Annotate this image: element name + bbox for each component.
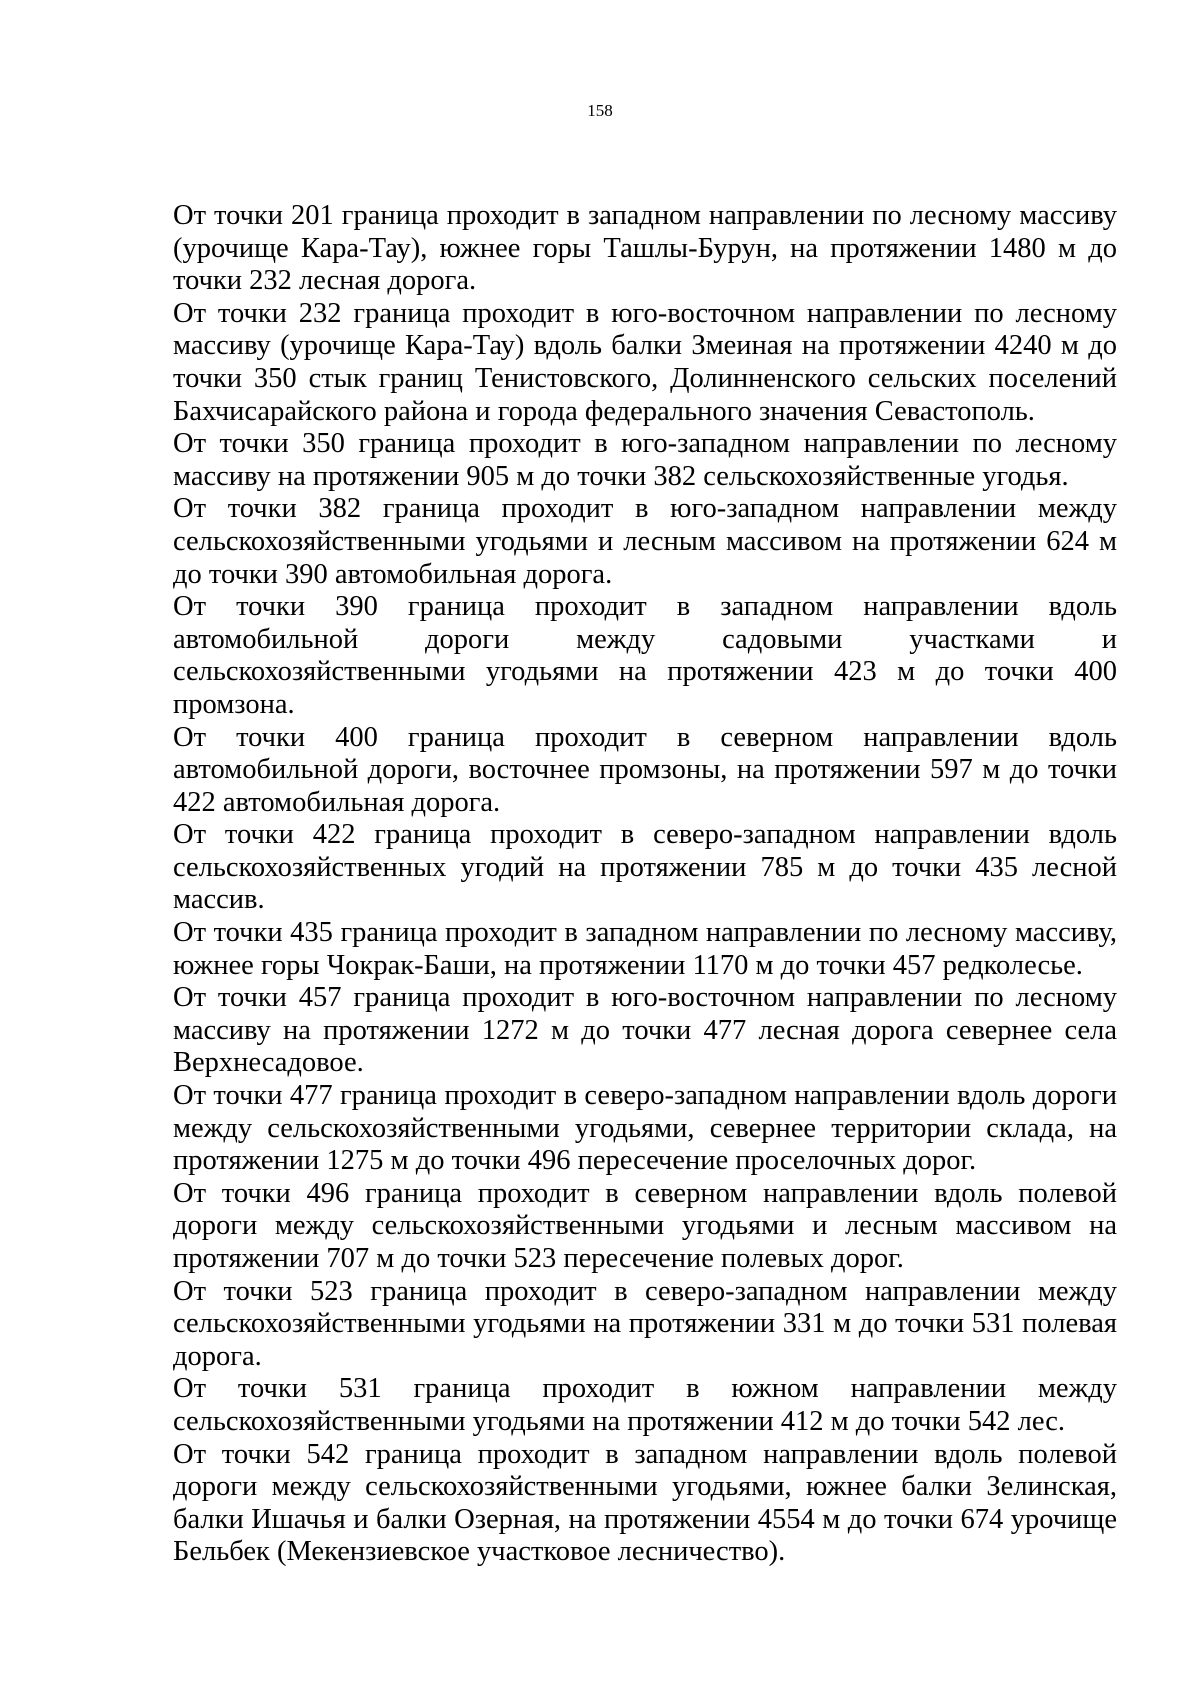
- document-body: [173, 200, 1117, 1569]
- boundary-paragraph: От точки 435 граница проходит в западном направлении по лесному массиву, южнее горы Чокрак-Баши, на протяжении 1170 м до точки 457 редколесье.: [173, 917, 1117, 981]
- boundary-paragraph: От точки 422 граница проходит в северо-западном направлении вдоль сельскохозяйственных угодий на протяжении 785 м до точки 435 лесной массив.: [173, 819, 1117, 916]
- boundary-paragraph: От точки 531 граница проходит в южном направлении между сельскохозяйственными угодьями на протяжении 412 м до точки 542 лес.: [173, 1373, 1117, 1437]
- boundary-paragraph: От точки 477 граница проходит в северо-западном направлении вдоль дороги между сельскохозяйственными угодьями, севернее территории склада, на протяжении 1275 м до точки 496 пересечение проселочных дорог.: [173, 1080, 1117, 1177]
- page-number: 158: [587, 101, 613, 120]
- boundary-paragraph: От точки 496 граница проходит в северном направлении вдоль полевой дороги между сельскохозяйственными угодьями и лесным массивом на протяжении 707 м до точки 523 пересечение полевых дорог.: [173, 1177, 1117, 1274]
- boundary-paragraph: От точки 523 граница проходит в северо-западном направлении между сельскохозяйственными угодьями на протяжении 331 м до точки 531 полевая дорога.: [173, 1275, 1117, 1372]
- boundary-paragraph: От точки 400 граница проходит в северном направлении вдоль автомобильной дороги, восточнее промзоны, на протяжении 597 м до точки 422 автомобильная дорога.: [173, 721, 1117, 818]
- boundary-paragraph: От точки 382 граница проходит в юго-западном направлении между сельскохозяйственными угодьями и лесным массивом на протяжении 624 м до точки 390 автомобильная дорога.: [173, 493, 1117, 590]
- boundary-paragraph: От точки 457 граница проходит в юго-восточном направлении по лесному массиву на протяжении 1272 м до точки 477 лесная дорога севернее села Верхнесадовое.: [173, 982, 1117, 1079]
- boundary-paragraph: От точки 350 граница проходит в юго-западном направлении по лесному массиву на протяжении 905 м до точки 382 сельскохозяйственные угодья.: [173, 428, 1117, 492]
- boundary-paragraph: От точки 201 граница проходит в западном направлении по лесному массиву (урочище Кара-Тау), южнее горы Ташлы-Бурун, на протяжении 1480 м до точки 232 лесная дорога.: [173, 200, 1117, 297]
- boundary-paragraph: От точки 232 граница проходит в юго-восточном направлении по лесному массиву (урочище Кара-Тау) вдоль балки Змеиная на протяжении 4240 м до точки 350 стык границ Тенистовского, Долинненского сельских поселений Бахчисарайского района и города федерального значения Севастополь.: [173, 297, 1117, 427]
- boundary-paragraph: От точки 390 граница проходит в западном направлении вдоль автомобильной дороги между садовыми участками и сельскохозяйственными угодьями на протяжении 423 м до точки 400 промзона.: [173, 591, 1117, 720]
- boundary-paragraph: От точки 542 граница проходит в западном направлении вдоль полевой дороги между сельскохозяйственными угодьями, южнее балки Зелинская, балки Ишачья и балки Озерная, на протяжении 4554 м до точки 674 урочище Бельбек (Мекензиевское участковое лесничество).: [173, 1438, 1117, 1568]
